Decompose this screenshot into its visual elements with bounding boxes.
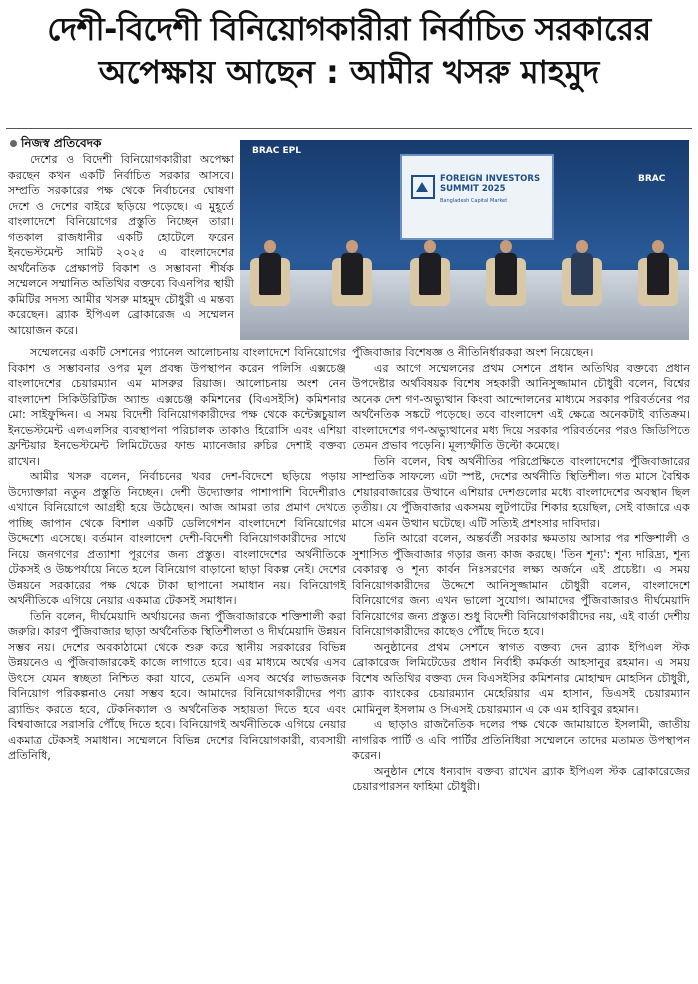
panelist — [257, 240, 283, 295]
brac-logo: BRAC — [638, 174, 666, 184]
stage-floor — [240, 270, 689, 340]
headline-line-2: অপেক্ষায় আছেন : আমীর খসরু মাহমুদ — [98, 53, 600, 91]
panelist — [645, 240, 671, 295]
panelist — [339, 240, 365, 295]
byline — [10, 135, 101, 151]
paragraph: অনুষ্ঠানের প্রথম সেশনে স্বাগত বক্তব্য দেন ব্র্যাক ইপিএল স্টক ব্রোকারেজ লিমিটেডের প্রধান নির্বাহী কর্মকর্তা আহসানুর রহমান। এ সময় বিশেষ অতিথির বক্তব্য দেন বিএসইসির কমিশনার মোহাম্মদ মোহসিন চৌধুরী, ব্র্যাক ব্যাংকের চেয়ারম্যান মেহেরিয়ার এম হাসান, ডিএসই চেয়ারম্যান মোমিনুল ইসলাম ও সিএসই চেয়ারম্যান এ কে এম হাবিবুর রহমান। — [352, 640, 690, 716]
summit-logo-icon — [410, 174, 436, 200]
paragraph: তিনি বলেন, দীর্ঘমেয়াদি অর্থায়নের জন্য পুঁজিবাজারকে শক্তিশালী করা জরুরি। কারণ পুঁজিবাজার ছাড়া অর্থনৈতিক স্থিতিশীলতা ও দীর্ঘমেয়াদি উন্নয়ন সম্ভব নয়। দেশের অবকাঠামো থেকে শুরু করে স্থানীয় সরকারের বিভিন্ন উন্নয়নেও এ পুঁজিবাজারকেই কাজে লাগাতে হবে। এর মাধ্যমে অর্থের এসব উৎসে যেমন স্বচ্ছতা নিশ্চিত করা যাবে, তেমনি এসব অর্থের লাভজনক বিনিয়োগ পরিকল্পনাও নেয়া সম্ভব হবে। আমাদের বিনিয়োগকারীদের পণ্য ব্র্যান্ডিং করতে হবে, টেকনিক্যাল ও অর্থনৈতিক সহায়তা দিতে হবে এবং বিশ্ববাজারে সরাসরি পৌঁছে দিতে হবে। বিনিয়োগই অর্থনীতিকে এগিয়ে নেয়ার একমাত্র টেকসই সমাধান। সম্মেলনে বিভিন্ন দেশের বিনিয়োগকারী, ব্যবসায়ী প্রতিনিধি, — [8, 609, 346, 762]
event-photo — [240, 140, 689, 340]
byline-text: নিজস্ব প্রতিবেদক — [21, 136, 102, 150]
paragraph: দেশের ও বিদেশী বিনিয়োগকারীরা অপেক্ষা করছেন কখন একটি নির্বাচিত সরকার আসবে। সম্প্রতি সরকারের পক্ষ থেকে নির্বাচনের ঘোষণা দেশে ও দেশের বাইরে ছড়িয়ে পড়েছে। এ মুহূর্তে বাংলাদেশে বিনিয়োগের প্রস্তুতি নিচ্ছেন তারা। গতকাল রাজধানীর একটি হোটেলে ফরেন ইনভেস্টমেন্ট সামিট ২০২৫ এ বাংলাদেশের অর্থনৈতিক প্রেক্ষাপট বিকাশ ও সম্ভাবনা শীর্ষক সম্মেলনে সম্মানিত অতিথির বক্তব্যে বিএনপির স্থায়ী কমিটির সদস্য আমীর খসরু মাহমুদ চৌধুরী এ মন্তব্য করেছেন। ব্র্যাক ইপিএল ব্রোকারেজ এ সম্মেলন আয়োজন করে। — [8, 153, 234, 337]
paragraph: আমীর খসরু বলেন, নির্বাচনের খবর দেশ-বিদেশে ছড়িয়ে পড়ায় উদ্যোক্তারা নতুন প্রস্তুতি নিচ্ছেন। দেশী উদ্যোক্তার পাশাপাশি বিদেশীরাও এখানে বিনিয়োগে আগ্রহী হয়ে উঠেছেন। আজ আমরা তার প্রমাণ দেখতে পাচ্ছি জাপান থেকে বিশাল একটি ডেলিগেশন বাংলাদেশে বিনিয়োগের উদ্দেশ্যে এসেছে। বর্তমান বাংলাদেশ দেশী-বিদেশী বিনিয়োগকারীদের সাথে নিয়ে জনগণের প্রত্যাশা পূরণের জন্য প্রস্তুত। বাংলাদেশের অর্থনীতিকে টেকসই ও উচ্চপর্যায়ে নিতে হলে বিনিয়োগ বাড়ানো ছাড়া বিকল্প নেই। দেশের উন্নয়নে সরকারের পক্ষ থেকে টাকা ছাপানো সমাধান নয়। বিনিয়োগই অর্থনীতিকে এগিয়ে নেয়ার একমাত্র টেকসই সমাধান। — [8, 470, 346, 607]
panelist — [493, 240, 519, 295]
brac-epl-logo: BRAC EPL — [252, 146, 301, 156]
summit-subtitle: Bangladesh Capital Market — [440, 198, 508, 204]
article-column-intro — [8, 152, 234, 342]
paragraph: অনুষ্ঠান শেষে ধন্যবাদ বক্তব্য রাখেন ব্র্যাক ইপিএল স্টক ব্রোকারেজের চেয়ারপারসন ফাহিমা চৌধুরী। — [352, 764, 690, 793]
panelist — [569, 240, 595, 295]
panelist — [417, 240, 443, 295]
summit-title: FOREIGN INVESTORS SUMMIT 2025 — [440, 174, 541, 194]
paragraph: তিনি আরো বলেন, অন্তর্বর্তী সরকার ক্ষমতায় আসার পর শক্তিশালী ও সুশাসিত পুঁজিবাজার গড়ার জন্য কাজ করছে। 'তিন শূন্য': শূন্য দারিদ্র্য, শূন্য বেকারত্ব ও শূন্য কার্বন নিঃসরণের লক্ষ্য অর্জনে এই প্রচেষ্টা। এ সময় বিনিয়োগকারীদের উদ্দেশে আনিসুজ্জামান চৌধুরী বলেন, বাংলাদেশে বিনিয়োগের জন্য এখন ভালো সুযোগ। আমাদের পুঁজিবাজারও দীর্ঘমেয়াদি বিনিয়োগের জন্য প্রস্তুত। শুধু বিদেশী বিনিয়োগকারীদের নয়, এই বার্তা দেশীয় বিনিয়োগকারীদের কাছেও পৌঁছে দিতে হবে। — [352, 532, 690, 638]
headline — [6, 8, 692, 94]
headline-line-1: দেশী-বিদেশী বিনিয়োগকারীরা নির্বাচিত সরকারের — [47, 10, 651, 48]
paragraph: সম্মেলনের একটি সেশনের প্যানেল আলোচনায় বাংলাদেশে বিনিয়োগের বিকাশ ও সম্ভাবনার ওপর মূল প্রবন্ধ উপস্থাপন করেন পলিসি এক্সচেঞ্জ বাংলাদেশের চেয়ারম্যান এম মাসরুর রিয়াজ। আলোচনায় অংশ নেন বাংলাদেশ সিকিউরিটিজ অ্যান্ড এক্সচেঞ্জ কমিশনের (বিএসইসি) কমিশনার মো: সাইফুদ্দিন। এ সময় বিদেশী বিনিয়োগকারীদের পক্ষ থেকে কন্টেক্সচুয়াল ইনভেস্টমেন্ট এলএলসির ব্যবস্থাপনা পরিচালক তাকাও হিরোসি এবং এশিয়া ফ্রন্টিয়ার ইনভেস্টমেন্ট লিমিটেডের ফান্ড ম্যানেজার রুচির দেশাই বক্তব্য রাখেন। — [8, 346, 346, 468]
headline-divider — [6, 128, 692, 129]
paragraph: পুঁজিবাজার বিশেষজ্ঞ ও নীতিনির্ধারকরা অংশ নিয়েছেন। — [352, 346, 594, 359]
article-column-right — [352, 345, 690, 981]
bullet-icon — [10, 140, 17, 147]
paragraph: এ ছাড়াও রাজনৈতিক দলের পক্ষ থেকে জামায়াতে ইসলামী, জাতীয় নাগরিক পার্টি ও এবি পার্টির প্রতিনিধিরা সম্মেলনে তাদের মতামত উপস্থাপন করেন। — [352, 718, 690, 762]
paragraph: এর আগে সম্মেলনের প্রথম সেশনে প্রধান অতিথির বক্তব্যে প্রধান উপদেষ্টার অর্থবিষয়ক বিশেষ সহকারী আনিসুজ্জামান চৌধুরী বলেন, বিশ্বের অনেক দেশ গণ-অভ্যুত্থান কিংবা আন্দোলনের মাধ্যমে সরকার পরিবর্তনের পর অর্থনৈতিক সঙ্কটে পড়েছে। তবে বাংলাদেশ এই ক্ষেত্রে অনেকটাই ব্যতিক্রম। বাংলাদেশের গণ-অভ্যুত্থানের মধ্য দিয়ে সরকার পরিবর্তনের পরও জিডিপিতে তেমন প্রভাব পড়েনি। মূল্যস্ফীতি উল্টো কমেছে। — [352, 361, 690, 452]
article-column-left — [8, 345, 346, 981]
paragraph: তিনি বলেন, বিশ্ব অর্থনীতির পরিপ্রেক্ষিতে বাংলাদেশের পুঁজিবাজারের সাম্প্রতিক সাফল্যে এটা স্পষ্ট, দেশের অর্থনীতি স্থিতিশীল। গত মাসে বৈশ্বিক শেয়ারবাজারের উত্থানে এশিয়ার দেশগুলোর মধ্যে বাংলাদেশের অবস্থান ছিল তৃতীয়। যে পুঁজিবাজার একসময় লুটপাটের শিকার হয়েছিল, সেই বাজারে এক মাসে এমন উত্থান ঘটেছে। এটি সত্যিই প্রশংসার দাবিদার। — [352, 454, 690, 530]
summit-screen — [400, 154, 554, 240]
